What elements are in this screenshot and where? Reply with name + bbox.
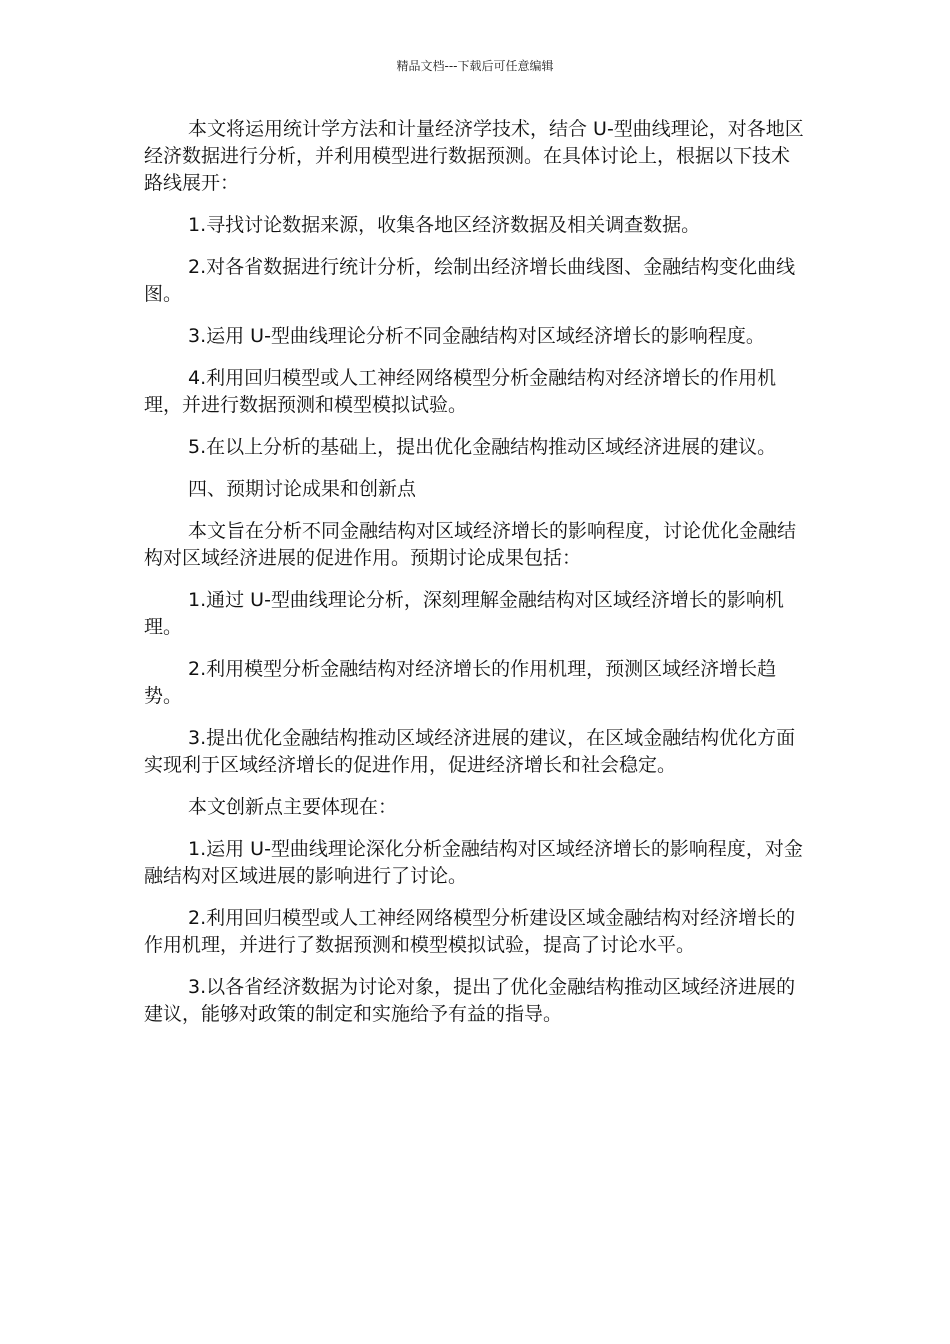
paragraph-route-2: 2.对各省数据进行统计分析，绘制出经济增长曲线图、金融结构变化曲线图。 (144, 256, 796, 305)
paragraph-innovation-1: 1.运用 U-型曲线理论深化分析金融结构对区域经济增长的影响程度，对金融结构对区域进展的影响进行了讨论。 (144, 838, 803, 887)
paragraph-result-2: 2.利用模型分析金融结构对经济增长的作用机理，预测区域经济增长趋势。 (144, 658, 777, 707)
paragraph-result-1: 1.通过 U-型曲线理论分析，深刻理解金融结构对区域经济增长的影响机理。 (144, 589, 784, 638)
paragraph-route-1: 1.寻找讨论数据来源，收集各地区经济数据及相关调查数据。 (188, 214, 701, 236)
paragraph-results-intro: 本文旨在分析不同金融结构对区域经济增长的影响程度，讨论优化金融结构对区域经济进展的促进作用。预期讨论成果包括： (144, 520, 797, 569)
page-header: 精品文档---下载后可任意编辑 (396, 59, 554, 73)
paragraph-intro: 本文将运用统计学方法和计量经济学技术，结合 U-型曲线理论，对各地区经济数据进行分析，并利用模型进行数据预测。在具体讨论上，根据以下技术路线展开： (144, 118, 804, 194)
paragraph-result-3: 3.提出优化金融结构推动区域经济进展的建议，在区域金融结构优化方面实现利于区域经济增长的促进作用，促进经济增长和社会稳定。 (144, 727, 796, 776)
paragraph-route-4: 4.利用回归模型或人工神经网络模型分析金融结构对经济增长的作用机理，并进行数据预测和模型模拟试验。 (144, 367, 777, 416)
paragraph-route-5: 5.在以上分析的基础上，提出优化金融结构推动区域经济进展的建议。 (188, 436, 777, 458)
paragraph-innovation-2: 2.利用回归模型或人工神经网络模型分析建设区域金融结构对经济增长的作用机理，并进行了数据预测和模型模拟试验，提高了讨论水平。 (144, 907, 796, 956)
section-heading: 四、预期讨论成果和创新点 (188, 478, 417, 500)
paragraph-route-3: 3.运用 U-型曲线理论分析不同金融结构对区域经济增长的影响程度。 (188, 325, 765, 347)
paragraph-innovation-3: 3.以各省经济数据为讨论对象，提出了优化金融结构推动区域经济进展的建议，能够对政策的制定和实施给予有益的指导。 (144, 976, 796, 1025)
paragraph-innovation-intro: 本文创新点主要体现在： (188, 796, 398, 818)
document-body (144, 116, 808, 1043)
